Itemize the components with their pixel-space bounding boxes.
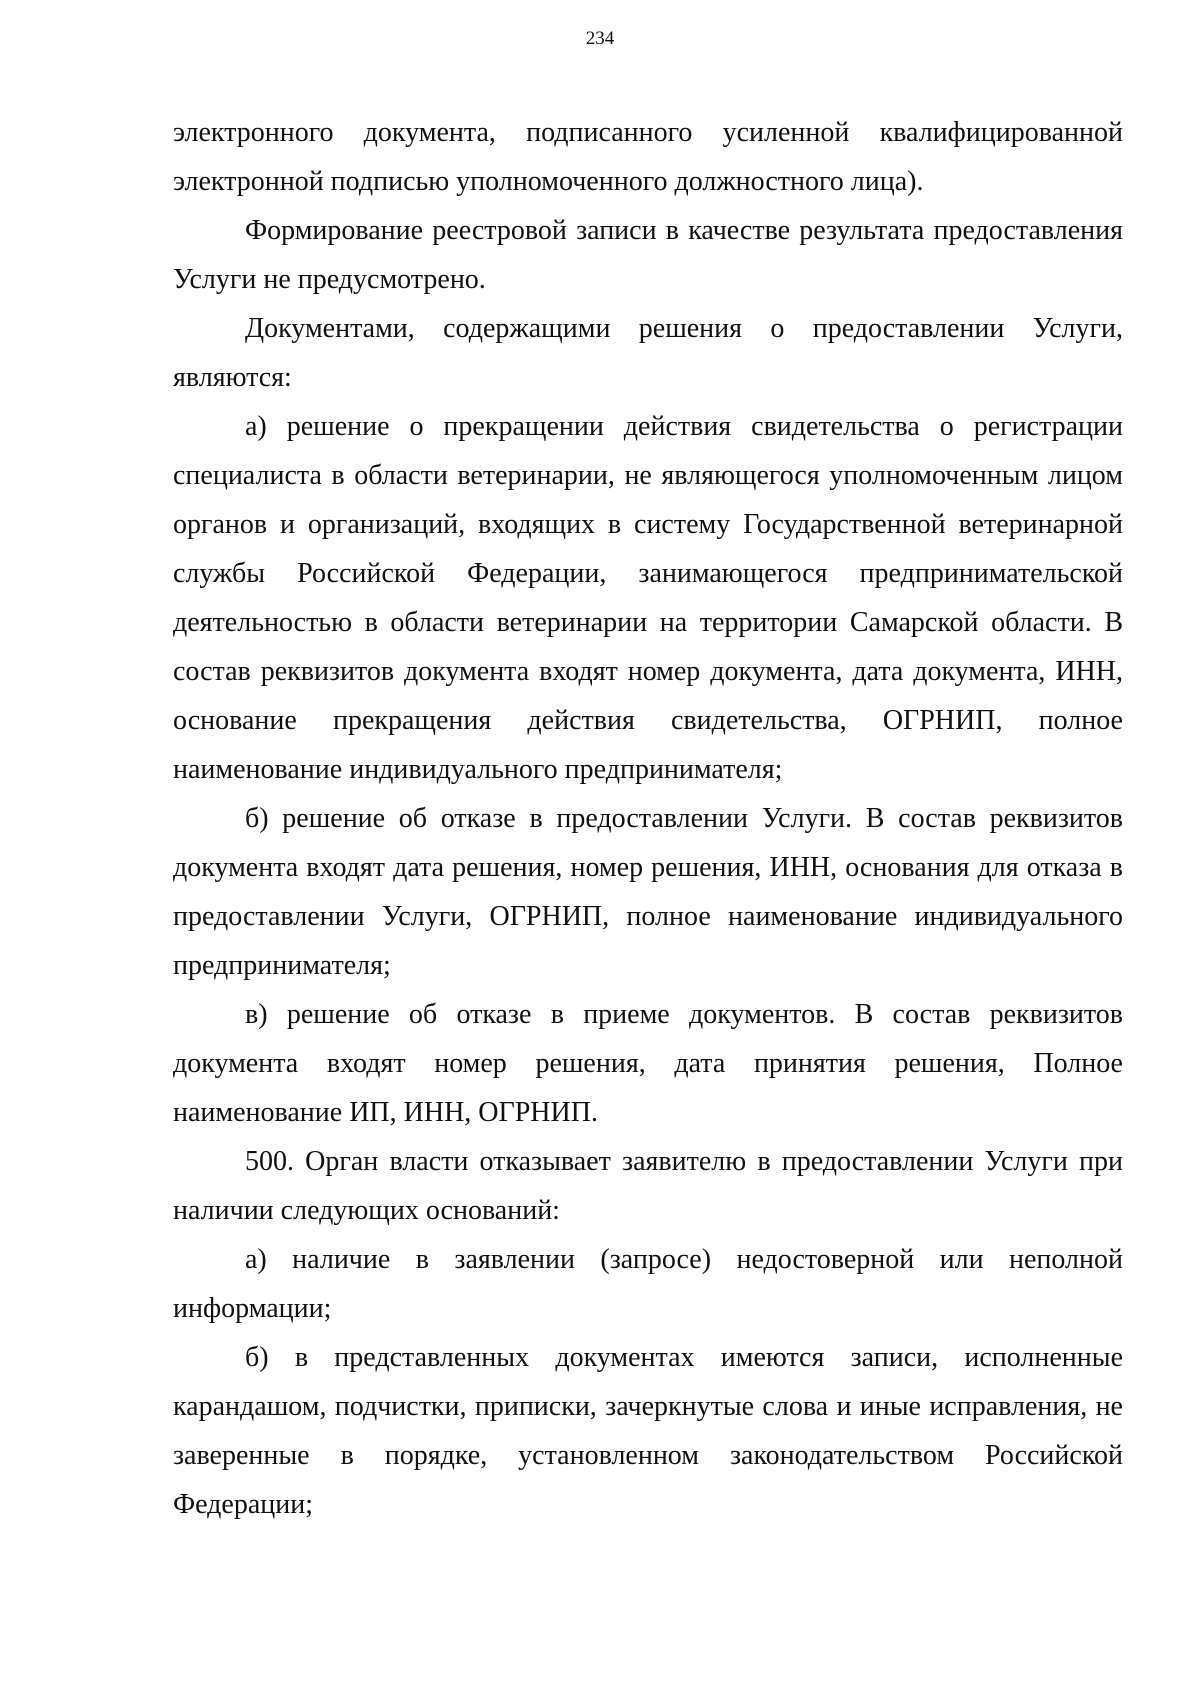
list-item-a-termination-decision: а) решение о прекращении действия свидетельства о регистрации специалиста в области ветеринарии, не являющегося уполномоченным лицом органов и организаций, входящих в систему Государственной ветеринарной службы Российской Федерации, занимающегося предпринимательской деятельностью в области ветеринарии на территории Самарской области. В состав реквизитов документа входят номер документа, дата документа, ИНН, основание прекращения действия свидетельства, ОГРНИП, полное наименование индивидуального предпринимателя; [173, 411, 1123, 785]
document-body [173, 108, 1123, 1529]
paragraph-500-refusal-grounds: 500. Орган власти отказывает заявителю в предоставлении Услуги при наличии следующих оснований: [173, 1146, 1123, 1226]
list-item-b-corrections: б) в представленных документах имеются записи, исполненные карандашом, подчистки, приписки, зачеркнутые слова и иные исправления, не заверенные в порядке, установленном законодательством Российской Федерации; [173, 1342, 1123, 1520]
paragraph-continuation: электронного документа, подписанного усиленной квалифицированной электронной подписью уполномоченного должностного лица). [173, 117, 1123, 197]
page-number: 234 [585, 28, 615, 49]
paragraph-registry-record: Формирование реестровой записи в качестве результата предоставления Услуги не предусмотрено. [173, 215, 1123, 295]
list-item-a-incomplete-info: а) наличие в заявлении (запросе) недостоверной или неполной информации; [173, 1244, 1123, 1324]
list-item-b-refusal-decision: б) решение об отказе в предоставлении Услуги. В состав реквизитов документа входят дата решения, номер решения, ИНН, основания для отказа в предоставлении Услуги, ОГРНИП, полное наименование индивидуального предпринимателя; [173, 803, 1123, 981]
list-item-c-document-refusal: в) решение об отказе в приеме документов. В состав реквизитов документа входят номер решения, дата принятия решения, Полное наименование ИП, ИНН, ОГРНИП. [173, 999, 1123, 1128]
paragraph-decision-documents: Документами, содержащими решения о предоставлении Услуги, являются: [173, 313, 1123, 393]
